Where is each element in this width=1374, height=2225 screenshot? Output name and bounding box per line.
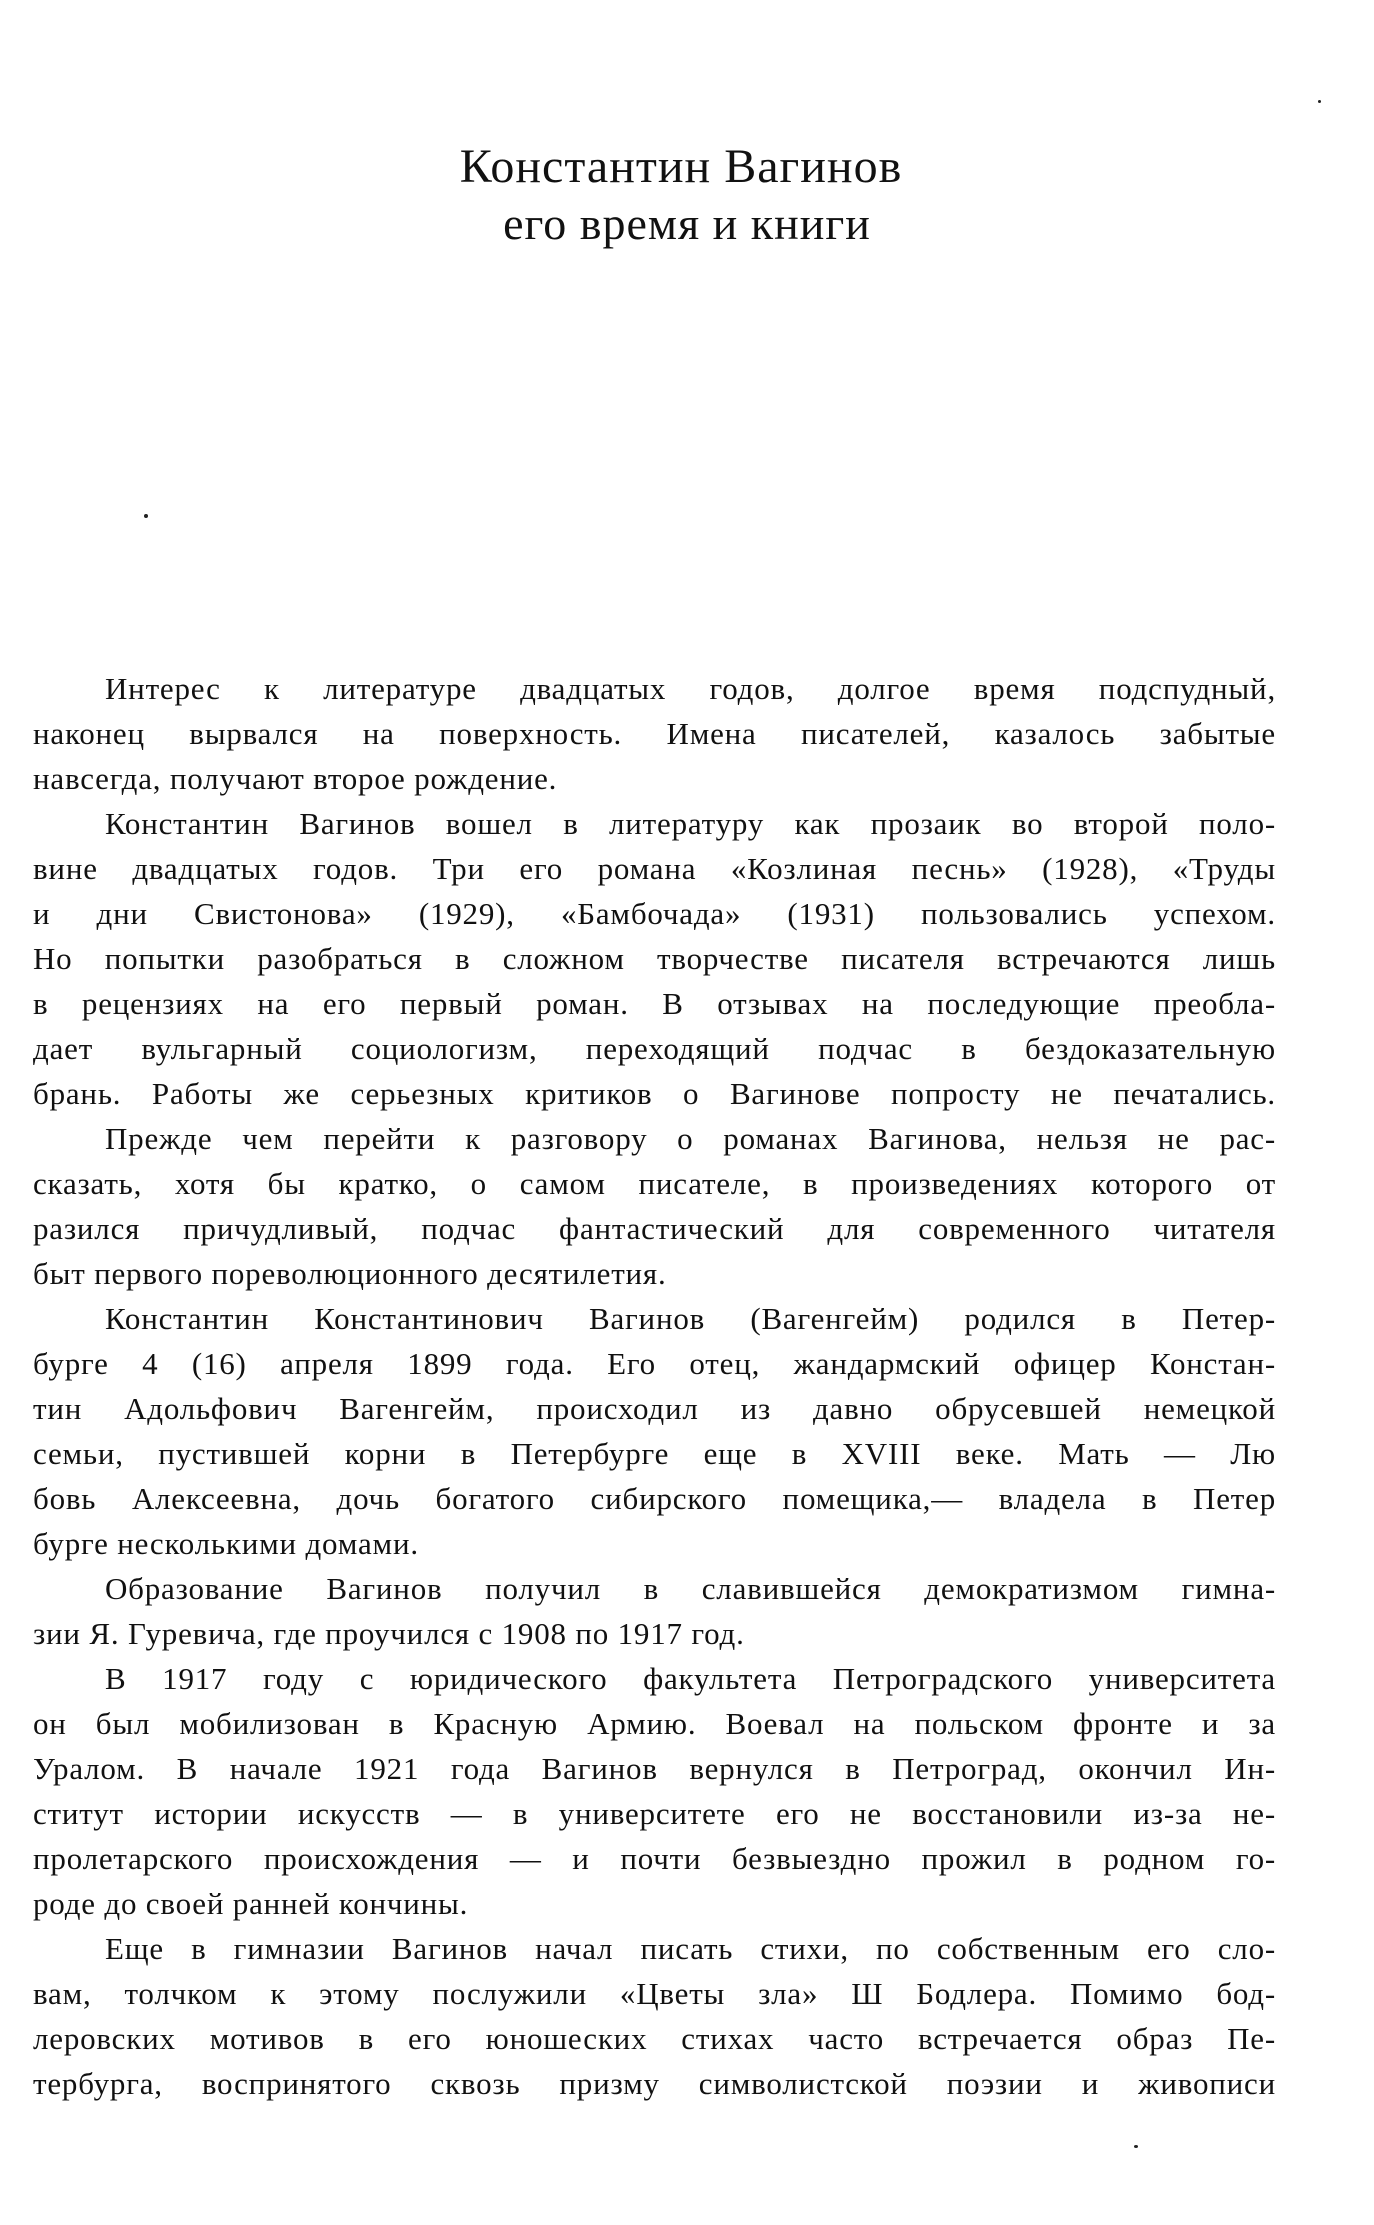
text-line: брань. Работы же серьезных критиков о Вагинове попросту не печатались. bbox=[33, 1076, 1276, 1111]
text-line: бурге несколькими домами. bbox=[33, 1526, 419, 1561]
text-line: Интерес к литературе двадцатых годов, долгое время подспудный, bbox=[105, 671, 1276, 706]
paragraph bbox=[33, 801, 1276, 1116]
text-line: разился причудливый, подчас фантастический для современного читателя bbox=[33, 1211, 1276, 1246]
article-body bbox=[33, 666, 1276, 2106]
text-line: навсегда, получают второе рождение. bbox=[33, 761, 558, 796]
chapter-subtitle: его время и книги bbox=[503, 198, 871, 249]
text-line: зии Я. Гуревича, где проучился с 1908 по 1917 год. bbox=[33, 1616, 745, 1651]
paragraph bbox=[33, 1116, 1276, 1296]
paragraph bbox=[33, 666, 1276, 801]
text-line: сказать, хотя бы кратко, о самом писателе, в произведениях которого от bbox=[33, 1166, 1276, 1201]
print-speck bbox=[1318, 100, 1321, 103]
paragraph bbox=[33, 1566, 1276, 1656]
text-line: вам, толчком к этому послужили «Цветы зла» Ш Бодлера. Помимо бод- bbox=[33, 1976, 1276, 2011]
text-line: в рецензиях на его первый роман. В отзывах на последующие преобла- bbox=[33, 986, 1276, 1021]
text-line: Прежде чем перейти к разговору о романах Вагинова, нельзя не рас- bbox=[105, 1121, 1276, 1156]
text-line: бурге 4 (16) апреля 1899 года. Его отец, жандармский офицер Констан- bbox=[33, 1346, 1276, 1381]
text-line: наконец вырвался на поверхность. Имена писателей, казалось забытые bbox=[33, 716, 1276, 751]
text-line: быт первого пореволюционного десятилетия. bbox=[33, 1256, 667, 1291]
text-line: пролетарского происхождения — и почти безвыездно прожил в родном го- bbox=[33, 1841, 1276, 1876]
text-line: тербурга, воспринятого сквозь призму символистской поэзии и живописи bbox=[33, 2066, 1276, 2101]
print-speck bbox=[1134, 2145, 1138, 2148]
text-line: ститут истории искусств — в университете его не восстановили из-за не- bbox=[33, 1796, 1276, 1831]
chapter-title: Константин Вагинов bbox=[459, 140, 903, 193]
chapter-heading bbox=[0, 138, 1374, 252]
paragraph bbox=[33, 1656, 1276, 1926]
paragraph bbox=[33, 1926, 1276, 2106]
text-line: он был мобилизован в Красную Армию. Воевал на польском фронте и за bbox=[33, 1706, 1276, 1741]
text-line: Константин Вагинов вошел в литературу как прозаик во второй поло- bbox=[105, 806, 1276, 841]
paragraph bbox=[33, 1296, 1276, 1566]
print-speck bbox=[144, 514, 148, 518]
text-line: тин Адольфович Вагенгейм, происходил из давно обрусевшей немецкой bbox=[33, 1391, 1276, 1426]
text-line: и дни Свистонова» (1929), «Бамбочада» (1931) пользовались успехом. bbox=[33, 896, 1276, 931]
text-line: семьи, пустившей корни в Петербурге еще в XVIII веке. Мать — Лю bbox=[33, 1436, 1276, 1471]
text-line: Уралом. В начале 1921 года Вагинов вернулся в Петроград, окончил Ин- bbox=[33, 1751, 1276, 1786]
text-line: леровских мотивов в его юношеских стихах часто встречается образ Пе- bbox=[33, 2021, 1276, 2056]
text-line: Еще в гимназии Вагинов начал писать стихи, по собственным его сло- bbox=[105, 1931, 1276, 1966]
text-line: Но попытки разобраться в сложном творчестве писателя встречаются лишь bbox=[33, 941, 1276, 976]
text-line: бовь Алексеевна, дочь богатого сибирского помещика,— владела в Петер bbox=[33, 1481, 1276, 1516]
text-line: роде до своей ранней кончины. bbox=[33, 1886, 469, 1921]
text-line: дает вульгарный социологизм, переходящий подчас в бездоказательную bbox=[33, 1031, 1276, 1066]
text-line: Образование Вагинов получил в славившейся демократизмом гимна- bbox=[105, 1571, 1276, 1606]
text-line: В 1917 году с юридического факультета Петроградского университета bbox=[105, 1661, 1276, 1696]
text-line: вине двадцатых годов. Три его романа «Козлиная песнь» (1928), «Труды bbox=[33, 851, 1276, 886]
text-line: Константин Константинович Вагинов (Вагенгейм) родился в Петер- bbox=[105, 1301, 1276, 1336]
